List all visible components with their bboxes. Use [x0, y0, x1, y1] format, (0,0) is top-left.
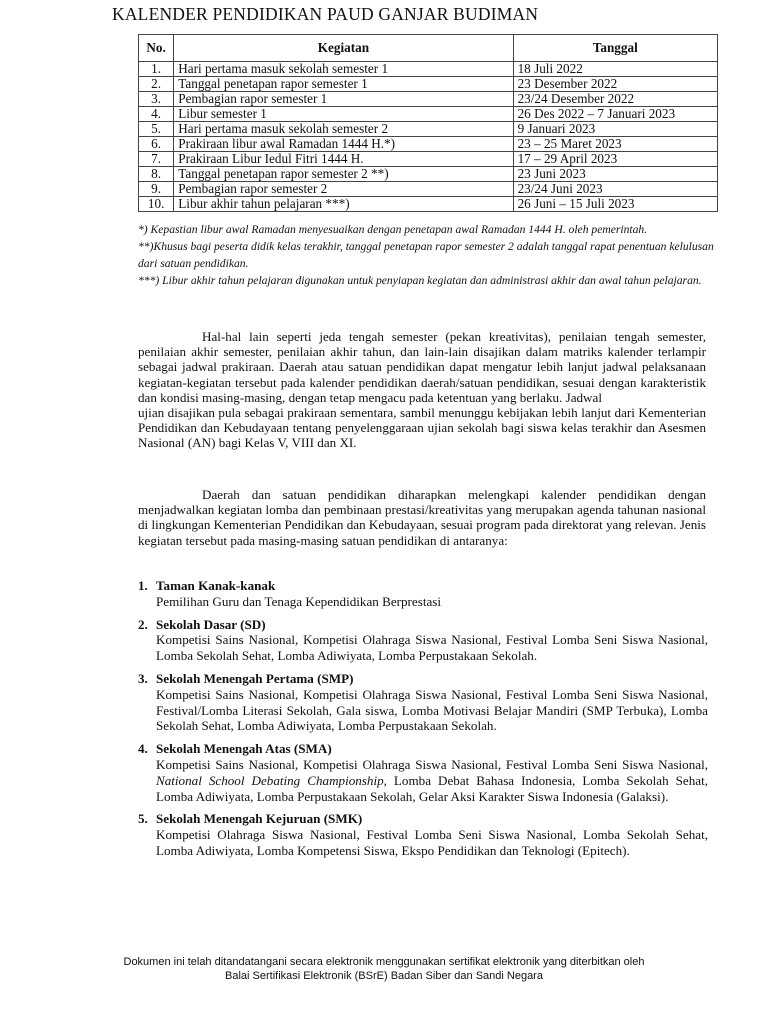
row-activity: Tanggal penetapan rapor semester 2 **)	[174, 167, 513, 182]
row-number: 5.	[139, 122, 174, 137]
row-activity: Prakiraan libur awal Ramadan 1444 H.*)	[174, 137, 513, 152]
calendar-table	[138, 34, 718, 212]
paragraph-competitions: Daerah dan satuan pendidikan diharapkan melengkapi kalender pendidikan dengan menjadwalkan kegiatan lomba dan pembinaan prestasi/kreativitas yang merupakan agenda tahunan nasional di lingkungan Kementerian Pendidikan dan Kebudayaan, sesuai program pada direktorat yang relevan. Jenis kegiatan tersebut pada masing-masing satuan pendidikan di antaranya:	[138, 487, 706, 548]
debating-championship-name: National School Debating Championship	[156, 772, 384, 788]
table-row	[139, 167, 718, 182]
footnote-rapor: **)Khusus bagi peserta didik kelas terakhir, tanggal penetapan rapor semester 2 adalah tanggal rapat penentuan kelulusan dari satuan pendidikan.	[138, 240, 714, 270]
document-title: KALENDER PENDIDIKAN PAUD GANJAR BUDIMAN	[112, 4, 539, 24]
column-header-kegiatan: Kegiatan	[174, 35, 513, 62]
list-item-title: Sekolah Menengah Kejuruan (SMK)	[156, 811, 363, 827]
table-header-row	[139, 35, 718, 62]
e-signature-footer	[0, 955, 768, 983]
table-row	[139, 122, 718, 137]
row-activity: Tanggal penetapan rapor semester 1	[174, 77, 513, 92]
list-item-description: Kompetisi Sains Nasional, Kompetisi Olahraga Siswa Nasional, Festival Lomba Seni Siswa Nasional, Lomba Sekolah Sehat, Lomba Adiwiyata, Lomba Perpustakaan Sekolah.	[156, 632, 708, 664]
row-number: 2.	[139, 77, 174, 92]
list-item-number: 5.	[138, 811, 148, 827]
row-activity: Libur semester 1	[174, 107, 513, 122]
footer-line-2: Balai Sertifikasi Elektronik (BSrE) Badan Siber dan Sandi Negara	[225, 970, 543, 982]
list-item	[138, 811, 708, 858]
list-item	[138, 671, 708, 734]
list-item-description: Kompetisi Sains Nasional, Kompetisi Olahraga Siswa Nasional, Festival Lomba Seni Siswa Nasional, National School Debating Championship, Lomba Debat Bahasa Indonesia, Lomba Sekolah Sehat, Lomba Adiwiyata, Lomba Perpustakaan Sekolah, Gelar Aksi Karakter Siswa Indonesia (Galaksi).	[156, 756, 708, 804]
list-item-title: Sekolah Menengah Atas (SMA)	[156, 741, 332, 757]
row-number: 10.	[139, 197, 174, 212]
row-date: 26 Juni – 15 Juli 2023	[513, 197, 717, 212]
education-level-list	[138, 578, 708, 866]
table-row	[139, 182, 718, 197]
row-date: 23/24 Juni 2023	[513, 182, 717, 197]
list-item-description: Kompetisi Sains Nasional, Kompetisi Olahraga Siswa Nasional, Festival Lomba Seni Siswa Nasional, Festival/Lomba Literasi Sekolah, Gala siswa, Lomba Motivasi Belajar Mandiri (SMP Terbuka), Lomba Sekolah Sehat, Lomba Adiwiyata, Lomba Perpustakaan Sekolah.	[156, 686, 708, 734]
list-item-number: 4.	[138, 741, 148, 757]
list-item-title: Taman Kanak-kanak	[156, 578, 276, 593]
row-number: 6.	[139, 137, 174, 152]
row-date: 23/24 Desember 2022	[513, 92, 717, 107]
list-item-title: Sekolah Menengah Pertama (SMP)	[156, 670, 354, 686]
list-item	[138, 578, 708, 610]
column-header-tanggal: Tanggal	[513, 35, 717, 62]
row-activity: Hari pertama masuk sekolah semester 1	[174, 62, 513, 77]
table-row	[139, 197, 718, 212]
footnote-libur: ***) Libur akhir tahun pelajaran digunakan untuk penyiapan kegiatan dan administrasi akhir dan awal tahun pelajaran.	[138, 274, 702, 287]
paragraph-schedule-part1: Hal-hal lain seperti jeda tengah semester (pekan kreativitas), penilaian tengah semester, penilaian akhir semester, penilaian akhir tahun, dan lain-lain disajikan dalam matriks kalender terlampir sebagai jadwal prakiraan. Daerah atau satuan pendidikan dapat mengatur lebih lanjut jadwal pelaksanaan kegiatan-kegiatan tersebut pada kalender pendidikan daerah/satuan pendidikan, sesuai dengan karakteristik dan kondisi masing-masing, dengan tetap mengacu pada ketentuan yang berlaku. Jadwal	[138, 329, 706, 405]
row-activity: Prakiraan Libur Iedul Fitri 1444 H.	[174, 152, 513, 167]
column-header-no: No.	[139, 35, 174, 62]
list-item-number: 3.	[138, 670, 148, 686]
list-item-title: Sekolah Dasar (SD)	[156, 616, 266, 632]
list-item-description: Kompetisi Olahraga Siswa Nasional, Festival Lomba Seni Siswa Nasional, Lomba Sekolah Sehat, Lomba Adiwiyata, Lomba Kompetensi Siswa, Ekspo Pendidikan dan Teknologi (Epitech).	[156, 827, 708, 858]
row-activity: Hari pertama masuk sekolah semester 2	[174, 122, 513, 137]
table-footnotes	[138, 221, 718, 289]
table-row	[139, 77, 718, 92]
paragraph-schedule-part2: ujian disajikan pula sebagai prakiraan sementara, sambil menunggu kebijakan lebih lanjut dari Kementerian Pendidikan dan Kebudayaan tentang penyelenggaraan ujian sekolah bagi siswa kelas terakhir dan Asesmen Nasional (AN) bagi Kelas V, VIII dan XI.	[138, 405, 706, 451]
row-date: 18 Juli 2022	[513, 62, 717, 77]
row-date: 23 Desember 2022	[513, 77, 717, 92]
row-number: 7.	[139, 152, 174, 167]
row-activity: Libur akhir tahun pelajaran ***)	[174, 197, 513, 212]
list-item-description: Pemilihan Guru dan Tenaga Kependidikan Berprestasi	[156, 593, 442, 609]
list-item-number: 2.	[138, 616, 148, 632]
table-row	[139, 62, 718, 77]
footer-line-1: Dokumen ini telah ditandatangani secara elektronik menggunakan sertifikat elektronik yang diterbitkan oleh	[123, 956, 645, 968]
footnote-ramadan: *) Kepastian libur awal Ramadan menyesuaikan dengan penetapan awal Ramadan 1444 H. oleh pemerintah.	[138, 223, 648, 236]
row-number: 8.	[139, 167, 174, 182]
table-row	[139, 92, 718, 107]
paragraph-schedule	[138, 329, 706, 451]
row-date: 17 – 29 April 2023	[513, 152, 717, 167]
row-date: 9 Januari 2023	[513, 122, 717, 137]
row-number: 3.	[139, 92, 174, 107]
table-row	[139, 152, 718, 167]
list-item	[138, 741, 708, 804]
list-item-number: 1.	[138, 578, 148, 593]
row-number: 1.	[139, 62, 174, 77]
row-date: 23 Juni 2023	[513, 167, 717, 182]
table-row	[139, 107, 718, 122]
row-date: 23 – 25 Maret 2023	[513, 137, 717, 152]
list-item	[138, 617, 708, 664]
row-activity: Pembagian rapor semester 1	[174, 92, 513, 107]
table-row	[139, 137, 718, 152]
row-date: 26 Des 2022 – 7 Januari 2023	[513, 107, 717, 122]
row-number: 9.	[139, 182, 174, 197]
row-number: 4.	[139, 107, 174, 122]
row-activity: Pembagian rapor semester 2	[174, 182, 513, 197]
